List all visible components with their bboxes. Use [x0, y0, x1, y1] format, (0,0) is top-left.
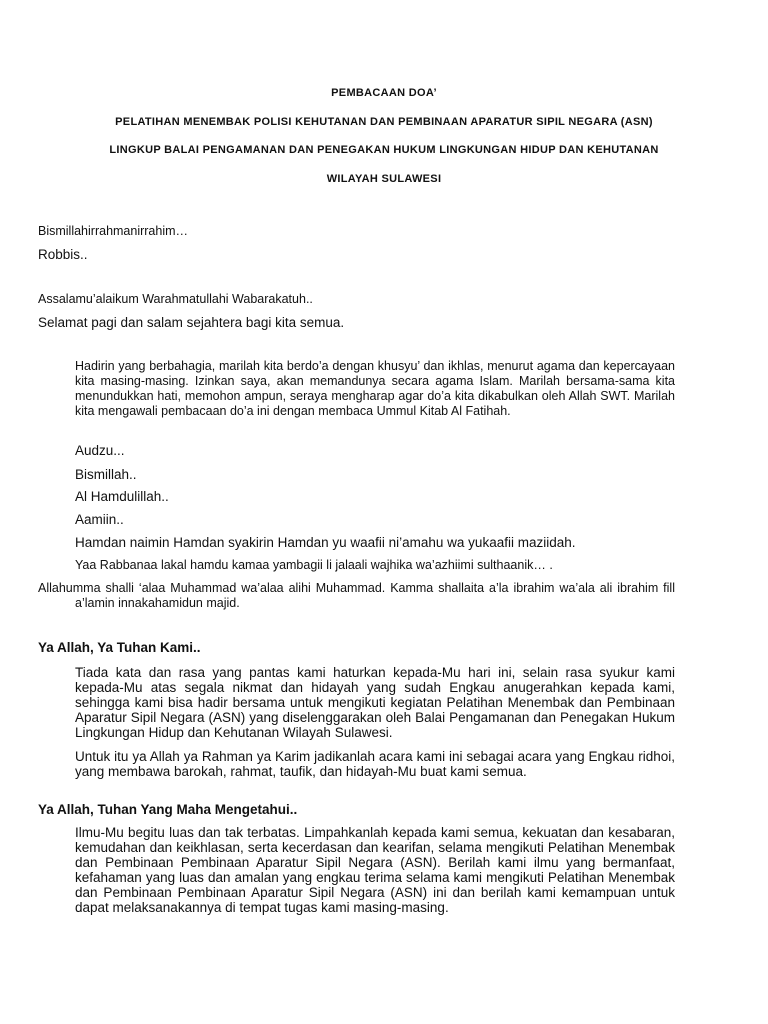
aamiin-line: Aamiin..: [75, 512, 124, 527]
section1-paragraph2: Untuk itu ya Allah ya Rahman ya Karim jadikanlah acara kami ini sebagai acara yang Engkau ridhoi, yang membawa barokah, rahmat, taufik, dan hidayah-Mu buat kami semua.: [75, 749, 675, 779]
audzu-line: Audzu...: [75, 443, 125, 458]
intro-paragraph: Hadirin yang berbahagia, marilah kita berdo’a dengan khusyu’ dan ikhlas, menurut agama dan kepercayaan kita masing-masing. Izinkan saya, akan memandunya secara agama Islam. Marilah bersama-sama kita menundukkan hati, memohon ampun, seraya mengharap agar do’a kita dikabulkan oleh Allah SWT. Marilah kita mengawali pembacaan do’a ini dengan membaca Ummul Kitab Al Fatihah.: [75, 359, 675, 418]
rabbanaa-line: Yaa Rabbanaa lakal hamdu kamaa yambagii li jalaali wajhika wa’azhiimi sulthaanik… .: [75, 558, 553, 572]
section1-paragraph1: Tiada kata dan rasa yang pantas kami haturkan kepada-Mu hari ini, selain rasa syukur kami kepada-Mu atas segala nikmat dan hidayah yang sudah Engkau anugerahkan kepada kami, sehingga kami bisa hadir bersama untuk mengikuti kegiatan Pelatihan Menembak dan Pembinaan Aparatur Sipil Negara (ASN) yang diselenggarakan oleh Balai Pengamanan dan Penegakan Hukum Lingkungan Hidup dan Kehutanan Wilayah Sulawesi.: [75, 665, 675, 740]
section2-title: Ya Allah, Tuhan Yang Maha Mengetahui..: [38, 802, 298, 817]
document-subtitle-line2: LINGKUP BALAI PENGAMANAN DAN PENEGAKAN HUKUM LINGKUNGAN HIDUP DAN KEHUTANAN: [109, 144, 659, 156]
greeting-line: Selamat pagi dan salam sejahtera bagi kita semua.: [38, 315, 345, 330]
salam-line: Assalamu’alaikum Warahmatullahi Wabarakatuh..: [38, 292, 313, 306]
bismillah-line: Bismillahirrahmanirrahim…: [38, 224, 189, 238]
section1-title: Ya Allah, Ya Tuhan Kami..: [38, 640, 201, 655]
document-subtitle-line3: WILAYAH SULAWESI: [326, 173, 442, 185]
document-title: PEMBACAAN DOA’: [331, 87, 437, 99]
section2-paragraph1: Ilmu-Mu begitu luas dan tak terbatas. Limpahkanlah kepada kami semua, kekuatan dan kesabaran, kemudahan dan keikhlasan, serta kecerdasan dan kearifan, selama mengikuti Pelatihan Menembak dan Pembinaan Pembinaan Aparatur Sipil Negara (ASN). Berilah kami ilmu yang bermanfaat, kefahaman yang luas dan amalan yang engkau terima selama kami mengikuti Pelatihan Menembak dan Pembinaan Pembinaan Aparatur Sipil Negara (ASN) ini dan berilah kami kemampuan untuk dapat melaksanakannya di tempat tugas kami masing-masing.: [75, 825, 675, 915]
document-subtitle-line1: PELATIHAN MENEMBAK POLISI KEHUTANAN DAN PEMBINAAN APARATUR SIPIL NEGARA (ASN): [115, 116, 653, 128]
bismillah-short-line: Bismillah..: [75, 467, 137, 482]
robbis-line: Robbis..: [38, 247, 88, 262]
shalawat-paragraph: Allahumma shalli ‘alaa Muhammad wa’alaa alihi Muhammad. Kamma shallaita a’la ibrahim wa’ala ali ibrahim fill a’lamin innakahamidun majid.: [38, 581, 675, 610]
hamdulillah-line: Al Hamdulillah..: [75, 489, 169, 504]
hamdan-line: Hamdan naimin Hamdan syakirin Hamdan yu waafii ni’amahu wa yukaafii maziidah.: [75, 535, 576, 550]
